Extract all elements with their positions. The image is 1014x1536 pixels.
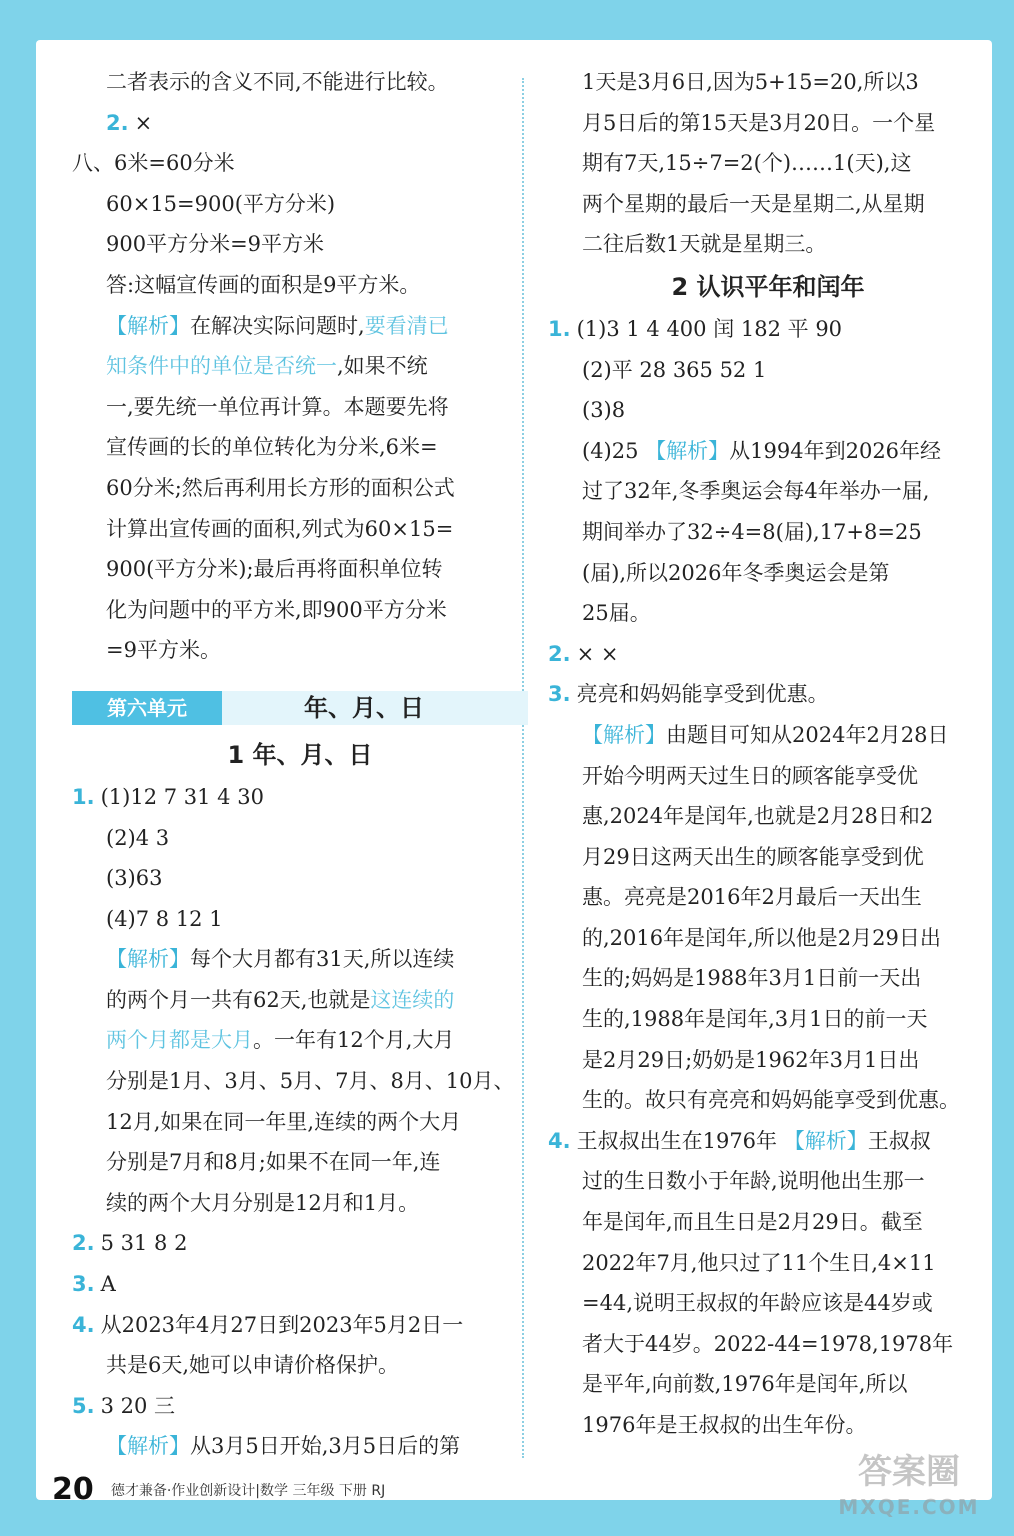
text-line: 生的。故只有亮亮和妈妈能享受到优惠。 (582, 1088, 960, 1113)
text-line: (3)8 (582, 398, 626, 423)
text-line: (2)4 3 (106, 825, 170, 850)
analysis-tag: 【解析】 (783, 1128, 868, 1153)
text-span: 在解决实际问题时, (190, 313, 365, 338)
text-line: 60×15=900(平方分米) (106, 191, 336, 216)
section-title: 2 认识平年和闰年 (671, 272, 865, 301)
text-line: 1976年是王叔叔的出生年份。 (582, 1413, 867, 1437)
analysis-tag: 【解析】 (582, 722, 666, 747)
text-line: 惠。亮亮是2016年2月最后一天出生 (582, 885, 922, 910)
question-number: 2. (72, 1231, 95, 1256)
text-line: 分别是7月和8月;如果不在同一年,连 (106, 1150, 441, 1175)
text-span: 王叔叔 (867, 1128, 931, 1153)
text-line: (4)7 8 12 1 (106, 906, 223, 931)
text-span: 。一年有12个月,大月 (253, 1028, 455, 1053)
answer-text: 从2023年4月27日到2023年5月2日一 (100, 1312, 464, 1337)
answer-page (36, 40, 992, 1500)
page-footer (52, 1472, 552, 1512)
text-line: 期间举办了32÷4=8(届),17+8=25 (582, 519, 922, 544)
question-number: 2. (106, 110, 129, 135)
question-number: 3. (548, 682, 571, 707)
text-line: 期有7天,15÷7=2(个)……1(天),这 (582, 151, 912, 176)
text-line: 化为问题中的平方米,即900平方分米 (106, 597, 447, 622)
answer-text: × × (576, 641, 619, 666)
text-line: 生的,1988年是闰年,3月1日的前一天 (582, 1007, 928, 1032)
analysis-tag: 【解析】 (106, 313, 190, 338)
question-number: 5. (72, 1393, 95, 1418)
answer-text: 5 31 8 2 (100, 1231, 188, 1256)
text-span: 从3月5日开始,3月5日后的第 (190, 1434, 461, 1459)
text-line: 生的;妈妈是1988年3月1日前一天出 (582, 966, 922, 991)
text-span: 每个大月都有31天,所以连续 (190, 947, 455, 972)
text-line: 两个星期的最后一天是星期二,从星期 (582, 191, 925, 216)
highlight-text: 两个月都是大月 (106, 1028, 253, 1053)
text-line: (2)平 28 365 52 1 (582, 357, 767, 382)
text-line: 过了32年,冬季奥运会每4年举办一届, (582, 479, 930, 504)
text-span: ,如果不统 (337, 354, 428, 379)
text-line: 二者表示的含义不同,不能进行比较。 (106, 70, 449, 94)
analysis-tag: 【解析】 (106, 1434, 190, 1459)
answer-text: 3 20 三 (100, 1393, 176, 1418)
text-line: 续的两个大月分别是12月和1月。 (106, 1190, 420, 1215)
text-line: 过的生日数小于年龄,说明他出生那一 (582, 1169, 925, 1194)
text-line: 25届。 (582, 601, 651, 626)
analysis-tag: 【解析】 (645, 438, 730, 463)
answer-text: (1)12 7 31 4 30 (100, 784, 264, 809)
highlight-text: 要看清已 (364, 313, 449, 338)
highlight-text: 知条件中的单位是否统一 (106, 354, 337, 379)
text-line: 900(平方分米);最后再将面积单位转 (106, 557, 443, 582)
text-span: (4)25 (582, 438, 639, 463)
text-line: 年是闰年,而且生日是2月29日。截至 (582, 1210, 923, 1235)
answer-text: (1)3 1 4 400 闰 182 平 90 (576, 316, 843, 341)
page-number: 20 (52, 1472, 94, 1507)
text-line: 二往后数1天就是星期三。 (582, 232, 827, 257)
text-line: 是2月29日;奶奶是1962年3月1日出 (582, 1047, 920, 1072)
answer-text: 王叔叔出生在1976年 (576, 1128, 778, 1153)
watermark-logo (824, 1450, 994, 1530)
text-line: (3)63 (106, 866, 163, 891)
text-line: (届),所以2026年冬季奥运会是第 (582, 560, 890, 585)
answer-text: A (100, 1272, 116, 1297)
question-number: 3. (72, 1272, 95, 1297)
text-line: =9平方米。 (106, 638, 221, 663)
text-span: 由题目可知从2024年2月28日 (666, 722, 949, 747)
unit-title: 年、月、日 (304, 693, 424, 722)
text-line: =44,说明王叔叔的年龄应该是44岁或 (582, 1291, 933, 1316)
unit-banner (72, 691, 528, 725)
text-line: 者大于44岁。2022-44=1978,1978年 (582, 1331, 954, 1356)
watermark-text: 答案圈 (858, 1452, 960, 1492)
book-title: 德才兼备·作业创新设计|数学 三年级 下册 RJ (110, 1482, 386, 1499)
text-span: 的两个月一共有62天,也就是 (106, 987, 371, 1012)
left-column (72, 62, 528, 1467)
text-line: 宣传画的长的单位转化为分米,6米= (106, 435, 438, 460)
text-line: 的,2016年是闰年,所以他是2月29日出 (582, 925, 941, 950)
text-line: 月5日后的第15天是3月20日。一个星 (582, 110, 936, 135)
answer-text: 亮亮和妈妈能享受到优惠。 (576, 682, 829, 707)
question-number: 1. (548, 316, 571, 341)
question-number: 2. (548, 641, 571, 666)
watermark-url: MXQE.COM (838, 1495, 980, 1519)
question-number: 4. (548, 1128, 571, 1153)
analysis-tag: 【解析】 (106, 947, 190, 972)
question-number: 4. (72, 1312, 95, 1337)
text-line: 一,要先统一单位再计算。本题要先将 (106, 394, 449, 419)
text-line: 是平年,向前数,1976年是闰年,所以 (582, 1372, 908, 1397)
text-line: 惠,2024年是闰年,也就是2月28日和2 (582, 804, 934, 829)
text-line: 2022年7月,他只过了11个生日,4×11 (582, 1250, 936, 1275)
answer-text: × (134, 110, 153, 135)
right-column (548, 62, 988, 1446)
question-8: 八、6米=60分米 (72, 151, 235, 176)
text-line: 900平方分米=9平方米 (106, 232, 325, 257)
question-number: 1. (72, 784, 95, 809)
text-span: 从1994年到2026年经 (729, 438, 942, 463)
text-line: 月29日这两天出生的顾客能享受到优 (582, 844, 924, 869)
text-line: 60分米;然后再利用长方形的面积公式 (106, 475, 455, 500)
text-line: 共是6天,她可以申请价格保护。 (106, 1353, 400, 1378)
section-title: 1 年、月、日 (227, 740, 373, 769)
highlight-text: 这连续的 (370, 987, 455, 1012)
text-line: 开始今明两天过生日的顾客能享受优 (582, 763, 918, 788)
text-line: 12月,如果在同一年里,连续的两个大月 (106, 1109, 462, 1134)
text-line: 1天是3月6日,因为5+15=20,所以3 (582, 70, 919, 94)
text-line: 计算出宣传画的面积,列式为60×15= (106, 516, 454, 541)
text-line: 答:这幅宣传画的面积是9平方米。 (106, 272, 421, 297)
unit-label: 第六单元 (72, 691, 222, 725)
text-line: 分别是1月、3月、5月、7月、8月、10月、 (106, 1069, 515, 1094)
